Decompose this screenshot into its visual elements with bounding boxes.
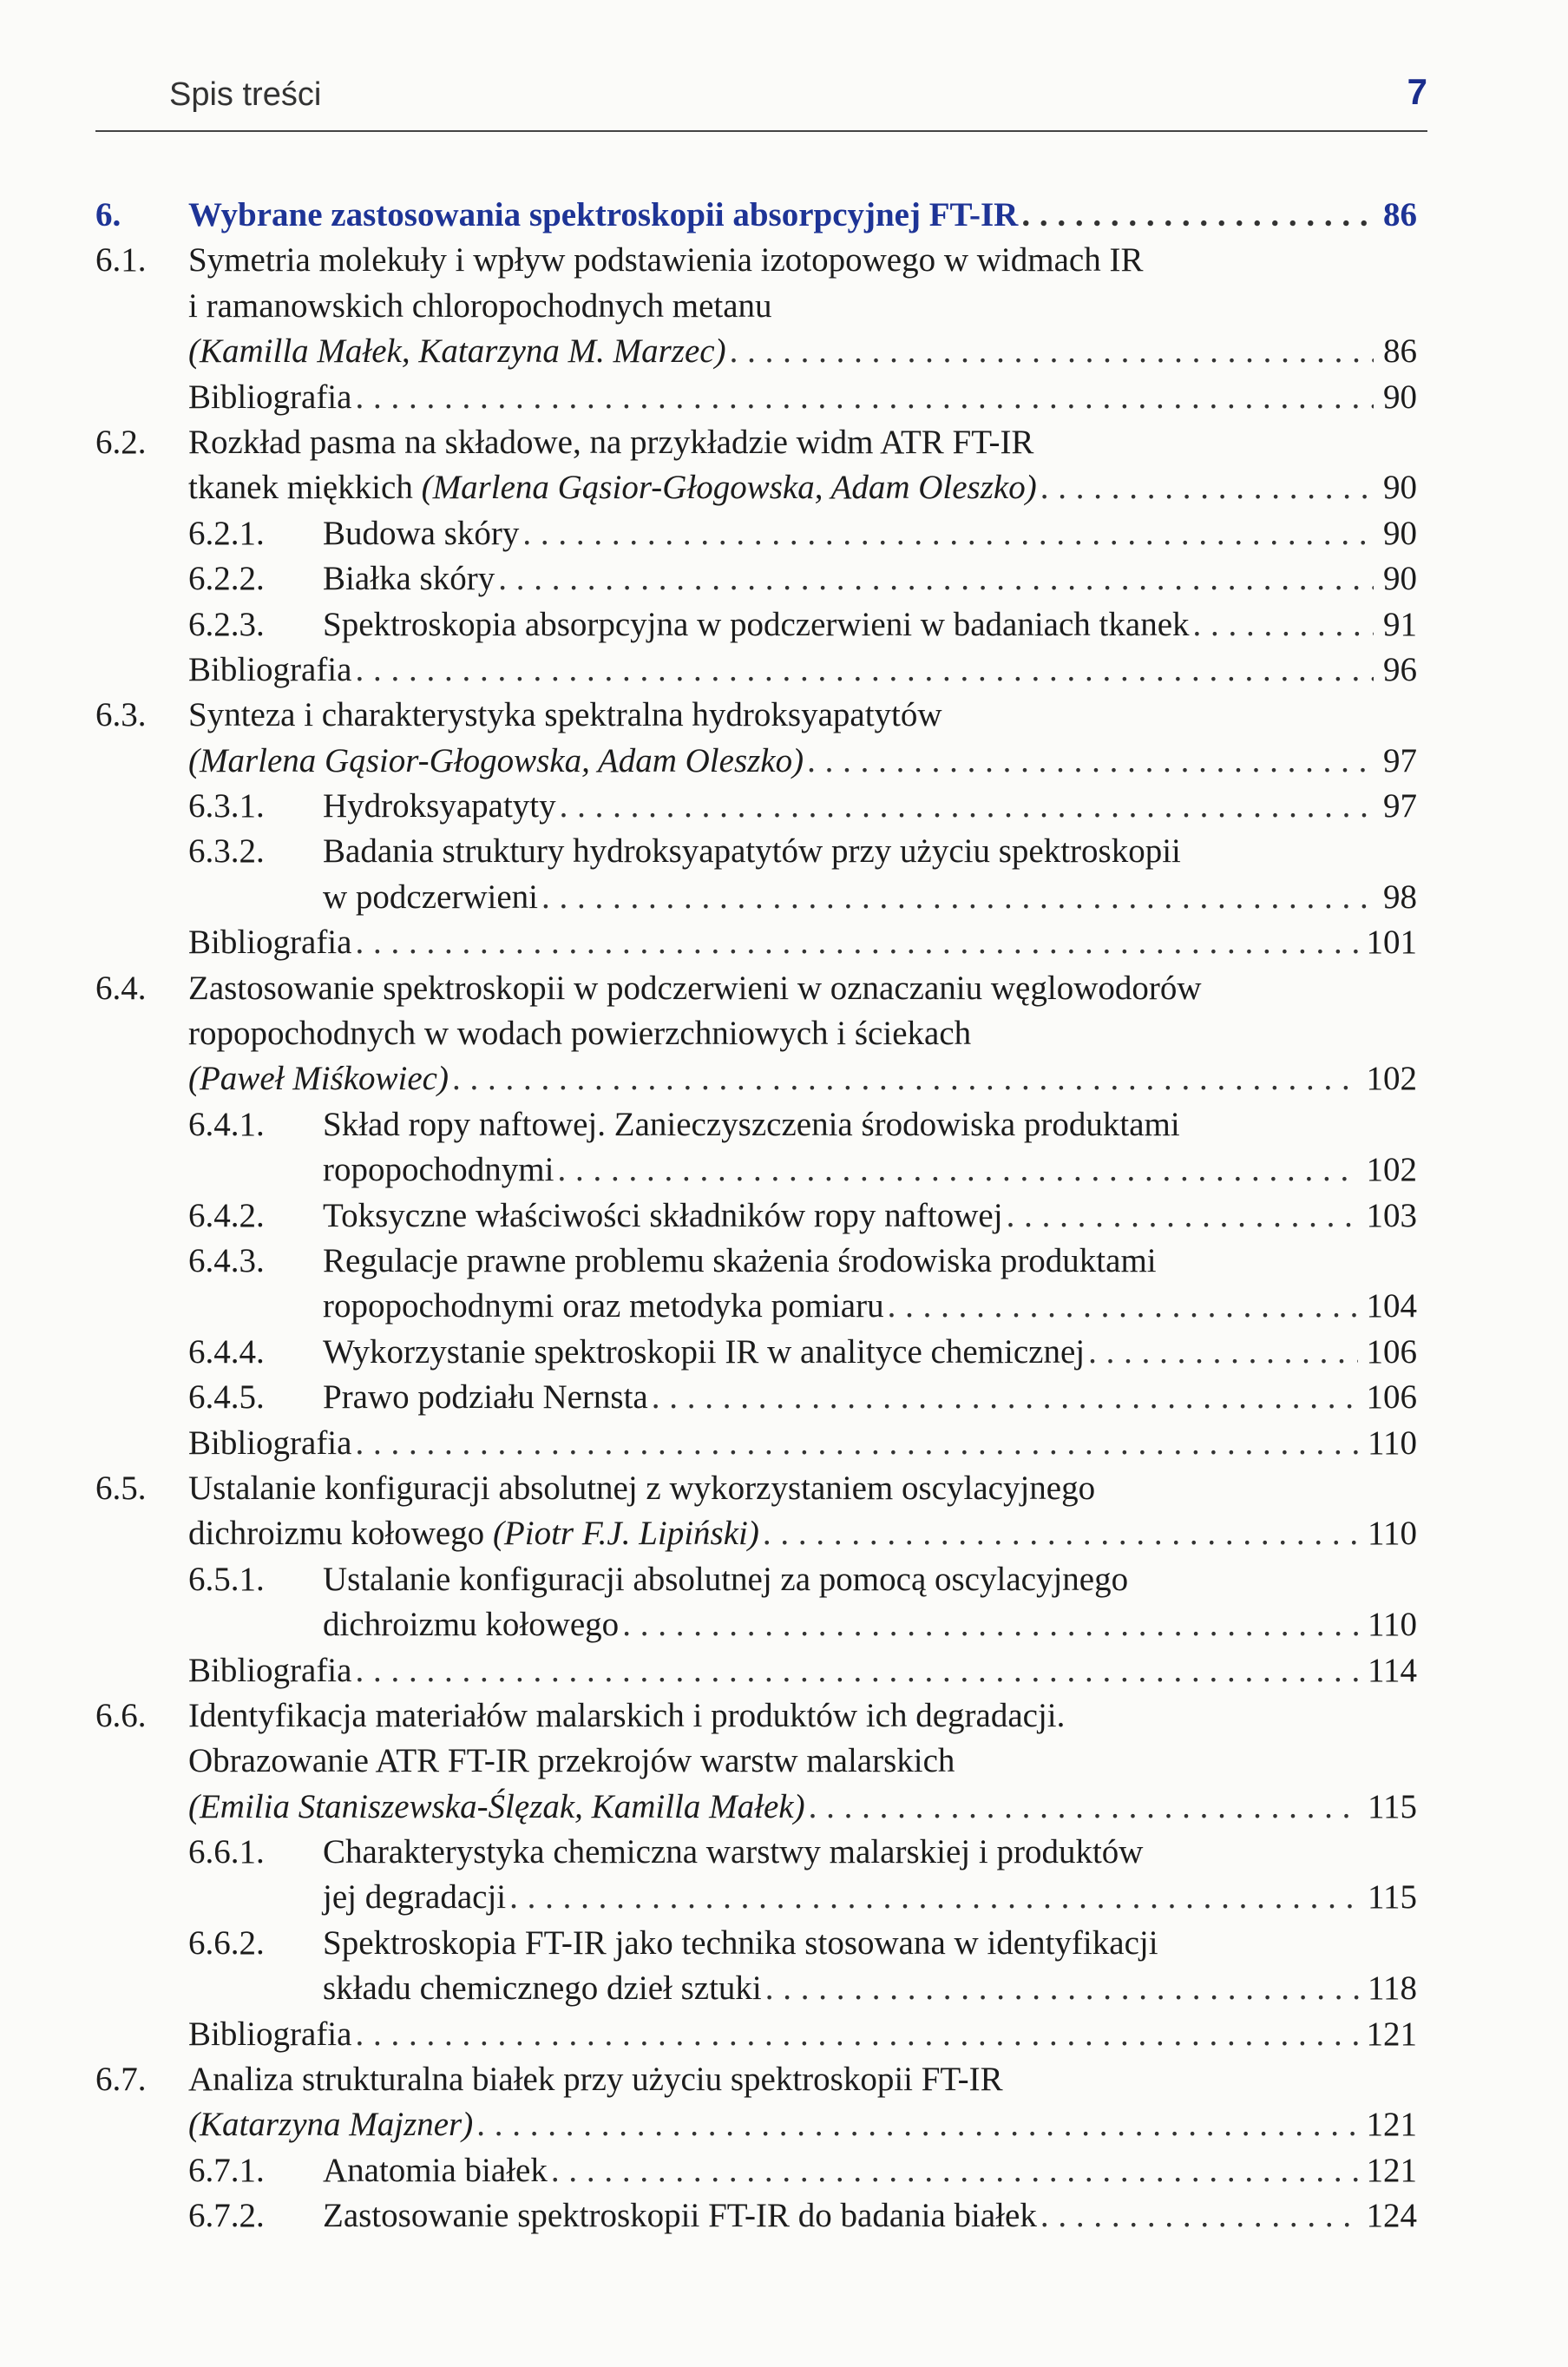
toc-line[interactable] (188, 465, 1417, 510)
header-rule (95, 130, 1427, 132)
subsection-title: Ustalanie konfiguracji absolutnej za pomocą oscylacyjnego (323, 1560, 1129, 1598)
subsection-title: Zastosowanie spektroskopii FT-IR do badania białek (323, 2197, 1037, 2235)
leader-dots (652, 1375, 1358, 1420)
subsection-number: 6.4.3. (188, 1241, 265, 1279)
toc-line[interactable] (323, 1147, 1417, 1193)
subsection-number: 6.4.2. (188, 1196, 265, 1234)
subsection-page: 98 (1383, 878, 1417, 916)
toc-subsection[interactable] (95, 2148, 1417, 2193)
section-title: Rozkład pasma na składowe, na przykładzie widm ATR FT-IR (188, 423, 1034, 461)
subsection-title-cont: jej degradacji (323, 1878, 507, 1917)
leader-dots (498, 556, 1374, 602)
leader-dots (522, 511, 1374, 556)
section-title-cont: ropopochodnych w wodach powierzchniowych i ściekach (188, 1015, 972, 1053)
section-title-cont: dichroizmu kołowego (188, 1515, 493, 1553)
toc-subsection[interactable] (95, 1330, 1417, 1375)
leader-dots (1040, 2193, 1358, 2239)
subsection-title: Wykorzystanie spektroskopii IR w analityce chemicznej (323, 1332, 1086, 1371)
chapter-page: 86 (1383, 196, 1417, 233)
subsection-number: 6.2.2. (188, 560, 265, 598)
toc-subsection[interactable] (95, 1830, 1417, 1875)
subsection-page: 115 (1367, 1878, 1417, 1917)
toc-subsection[interactable] (95, 1193, 1417, 1239)
table-of-contents (95, 193, 1417, 2239)
subsection-page: 106 (1366, 1332, 1417, 1371)
bibliography-page: 101 (1366, 924, 1417, 962)
subsection-title: Prawo podziału Nernsta (323, 1378, 648, 1417)
leader-dots (476, 2102, 1357, 2147)
leader-dots (807, 739, 1374, 784)
toc-subsection[interactable] (95, 556, 1417, 602)
subsection-title-cont: składu chemicznego dzieł sztuki (323, 1969, 762, 2008)
toc-subsection[interactable] (95, 511, 1417, 556)
subsection-title: Spektroskopia absorpcyjna w podczerwieni w badaniach tkanek (323, 605, 1190, 643)
section-title-cont: tkanek miękkich (188, 469, 422, 507)
toc-line (188, 1739, 1417, 1784)
toc-line (188, 1011, 1417, 1056)
toc-line[interactable] (323, 1284, 1417, 1329)
bibliography-label: Bibliografia (188, 1651, 352, 1689)
toc-line[interactable] (323, 1602, 1417, 1647)
leader-dots (1088, 1330, 1357, 1375)
section-title-cont: Obrazowanie ATR FT-IR przekrojów warstw malarskich (188, 1742, 955, 1780)
section-page: 121 (1366, 2106, 1417, 2144)
toc-bibliography[interactable] (188, 1648, 1417, 1693)
subsection-title: Anatomia białek (323, 2151, 548, 2189)
subsection-number: 6.6.2. (188, 1923, 265, 1962)
subsection-page: 103 (1366, 1196, 1417, 1234)
chapter-title: Wybrane zastosowania spektroskopii absorpcyjnej FT-IR (188, 196, 1019, 233)
subsection-number: 6.7.2. (188, 2197, 265, 2235)
toc-bibliography[interactable] (188, 2012, 1417, 2057)
section-number: 6.3. (95, 696, 147, 734)
leader-dots (355, 920, 1357, 965)
subsection-page: 91 (1383, 605, 1417, 643)
section-page: 97 (1383, 741, 1417, 779)
subsection-number: 6.4.4. (188, 1332, 265, 1371)
subsection-title: Hydroksyapatyty (323, 787, 556, 825)
toc-bibliography[interactable] (188, 1421, 1417, 1466)
subsection-title-cont: w podczerwieni (323, 878, 538, 916)
leader-dots (452, 1056, 1358, 1101)
leader-dots (765, 1966, 1359, 2011)
leader-dots (355, 648, 1374, 693)
bibliography-label: Bibliografia (188, 1423, 352, 1462)
section-page: 86 (1383, 332, 1417, 371)
toc-line[interactable] (188, 1785, 1417, 1830)
bibliography-page: 110 (1367, 1423, 1417, 1462)
subsection-title: Badania struktury hydroksyapatytów przy użyciu spektroskopii (323, 832, 1181, 871)
bibliography-page: 96 (1383, 650, 1417, 688)
subsection-page: 118 (1367, 1969, 1417, 2008)
toc-line[interactable] (323, 1966, 1417, 2011)
subsection-number: 6.3.1. (188, 787, 265, 825)
leader-dots (509, 1875, 1359, 1920)
bibliography-page: 90 (1383, 378, 1417, 416)
section-title: Synteza i charakterystyka spektralna hydroksyapatytów (188, 696, 942, 734)
running-title: Spis treści (169, 76, 322, 113)
leader-dots (355, 375, 1374, 420)
leader-dots (622, 1602, 1359, 1647)
toc-subsection[interactable] (95, 2193, 1417, 2239)
subsection-page: 97 (1383, 787, 1417, 825)
leader-dots (730, 329, 1374, 374)
section-number: 6.1. (95, 241, 147, 279)
toc-line[interactable] (188, 1511, 1417, 1556)
subsection-title: Budowa skóry (323, 514, 520, 552)
section-number: 6.2. (95, 423, 147, 461)
leader-dots (355, 1648, 1358, 1693)
bibliography-label: Bibliografia (188, 2015, 352, 2053)
bibliography-label: Bibliografia (188, 650, 352, 688)
toc-line[interactable] (188, 1056, 1417, 1101)
toc-subsection[interactable] (95, 602, 1417, 648)
toc-section-6-7[interactable] (95, 2057, 1417, 2102)
section-number: 6.7. (95, 2061, 147, 2099)
subsection-title-cont: ropopochodnymi (323, 1151, 554, 1189)
leader-dots (355, 1421, 1358, 1466)
section-authors: (Marlena Gąsior-Głogowska, Adam Oleszko) (421, 469, 1037, 507)
toc-section-6-4[interactable] (95, 966, 1417, 1011)
subsection-number: 6.7.1. (188, 2151, 265, 2189)
subsection-page: 106 (1366, 1378, 1417, 1417)
toc-section-6-1[interactable] (95, 238, 1417, 283)
section-title: Analiza strukturalna białek przy użyciu spektroskopii FT-IR (188, 2061, 1003, 2099)
toc-subsection[interactable] (95, 784, 1417, 829)
toc-subsection[interactable] (95, 1102, 1417, 1147)
leader-dots (1021, 193, 1374, 238)
leader-dots (809, 1785, 1359, 1830)
subsection-number: 6.5.1. (188, 1560, 265, 1598)
toc-bibliography[interactable] (188, 648, 1417, 693)
leader-dots (763, 1511, 1359, 1556)
subsection-number: 6.3.2. (188, 832, 265, 871)
toc-section-6-3[interactable] (95, 693, 1417, 738)
page-number: 7 (1407, 71, 1427, 112)
subsection-title: Regulacje prawne problemu skażenia środowiska produktami (323, 1241, 1157, 1279)
section-title: Zastosowanie spektroskopii w podczerwieni w oznaczaniu węglowodorów (188, 969, 1202, 1007)
bibliography-page: 121 (1366, 2015, 1417, 2053)
toc-subsection[interactable] (95, 829, 1417, 874)
section-authors: (Paweł Miśkowiec) (188, 1060, 449, 1098)
section-title: Identyfikacja materiałów malarskich i produktów ich degradacji. (188, 1696, 1066, 1734)
bibliography-page: 114 (1367, 1651, 1417, 1689)
toc-chapter[interactable] (95, 193, 1417, 238)
toc-section-6-6[interactable] (95, 1693, 1417, 1739)
leader-dots (560, 784, 1374, 829)
leader-dots (557, 1147, 1357, 1193)
subsection-number: 6.2.1. (188, 514, 265, 552)
toc-line[interactable] (188, 329, 1417, 374)
toc-bibliography[interactable] (188, 920, 1417, 965)
section-title-cont: i ramanowskich chloropochodnych metanu (188, 286, 772, 325)
subsection-number: 6.4.5. (188, 1378, 265, 1417)
section-page: 110 (1367, 1515, 1417, 1553)
toc-line[interactable] (323, 1875, 1417, 1920)
page-header (95, 71, 1427, 123)
subsection-number: 6.4.1. (188, 1105, 265, 1143)
section-title: Symetria molekuły i wpływ podstawienia izotopowego w widmach IR (188, 241, 1144, 279)
toc-line[interactable] (188, 739, 1417, 784)
section-page: 90 (1383, 469, 1417, 507)
leader-dots (1193, 602, 1374, 648)
section-number: 6.4. (95, 969, 147, 1007)
section-number: 6.6. (95, 1696, 147, 1734)
toc-line[interactable] (323, 875, 1417, 920)
subsection-title: Białka skóry (323, 560, 495, 598)
leader-dots (1007, 1193, 1358, 1239)
section-number: 6.5. (95, 1469, 147, 1507)
toc-bibliography[interactable] (188, 375, 1417, 420)
subsection-title: Charakterystyka chemiczna warstwy malarskiej i produktów (323, 1833, 1144, 1871)
subsection-page: 110 (1367, 1606, 1417, 1644)
section-page: 115 (1367, 1787, 1417, 1825)
subsection-title: Spektroskopia FT-IR jako technika stosowana w identyfikacji (323, 1923, 1158, 1962)
section-authors: (Kamilla Małek, Katarzyna M. Marzec) (188, 332, 726, 371)
chapter-number: 6. (95, 196, 121, 233)
toc-subsection[interactable] (95, 1921, 1417, 1966)
toc-section-6-2[interactable] (95, 420, 1417, 465)
subsection-title: Toksyczne właściwości składników ropy naftowej (323, 1196, 1003, 1234)
subsection-page: 102 (1366, 1151, 1417, 1189)
bibliography-label: Bibliografia (188, 378, 352, 416)
leader-dots (355, 2012, 1357, 2057)
section-authors: (Marlena Gąsior-Głogowska, Adam Oleszko) (188, 741, 804, 779)
subsection-number: 6.6.1. (188, 1833, 265, 1871)
toc-line (188, 284, 1417, 329)
bibliography-label: Bibliografia (188, 924, 352, 962)
toc-line[interactable] (188, 2102, 1417, 2147)
section-title: Ustalanie konfiguracji absolutnej z wykorzystaniem oscylacyjnego (188, 1469, 1096, 1507)
section-page: 102 (1366, 1060, 1417, 1098)
section-authors: (Piotr F.J. Lipiński) (492, 1515, 759, 1553)
section-authors: (Katarzyna Majzner) (188, 2106, 474, 2144)
leader-dots (551, 2148, 1358, 2193)
toc-section-6-5[interactable] (95, 1466, 1417, 1511)
leader-dots (888, 1284, 1358, 1329)
leader-dots (1040, 465, 1374, 510)
subsection-page: 104 (1366, 1287, 1417, 1325)
subsection-title-cont: dichroizmu kołowego (323, 1606, 620, 1644)
toc-subsection[interactable] (95, 1375, 1417, 1420)
subsection-page: 121 (1366, 2151, 1417, 2189)
toc-subsection[interactable] (95, 1557, 1417, 1602)
subsection-number: 6.2.3. (188, 605, 265, 643)
subsection-page: 90 (1383, 560, 1417, 598)
leader-dots (541, 875, 1374, 920)
toc-subsection[interactable] (95, 1239, 1417, 1284)
subsection-page: 90 (1383, 514, 1417, 552)
subsection-title-cont: ropopochodnymi oraz metodyka pomiaru (323, 1287, 884, 1325)
section-authors: (Emilia Staniszewska-Ślęzak, Kamilla Małek) (188, 1787, 805, 1825)
subsection-title: Skład ropy naftowej. Zanieczyszczenia środowiska produktami (323, 1105, 1180, 1143)
subsection-page: 124 (1366, 2197, 1417, 2235)
